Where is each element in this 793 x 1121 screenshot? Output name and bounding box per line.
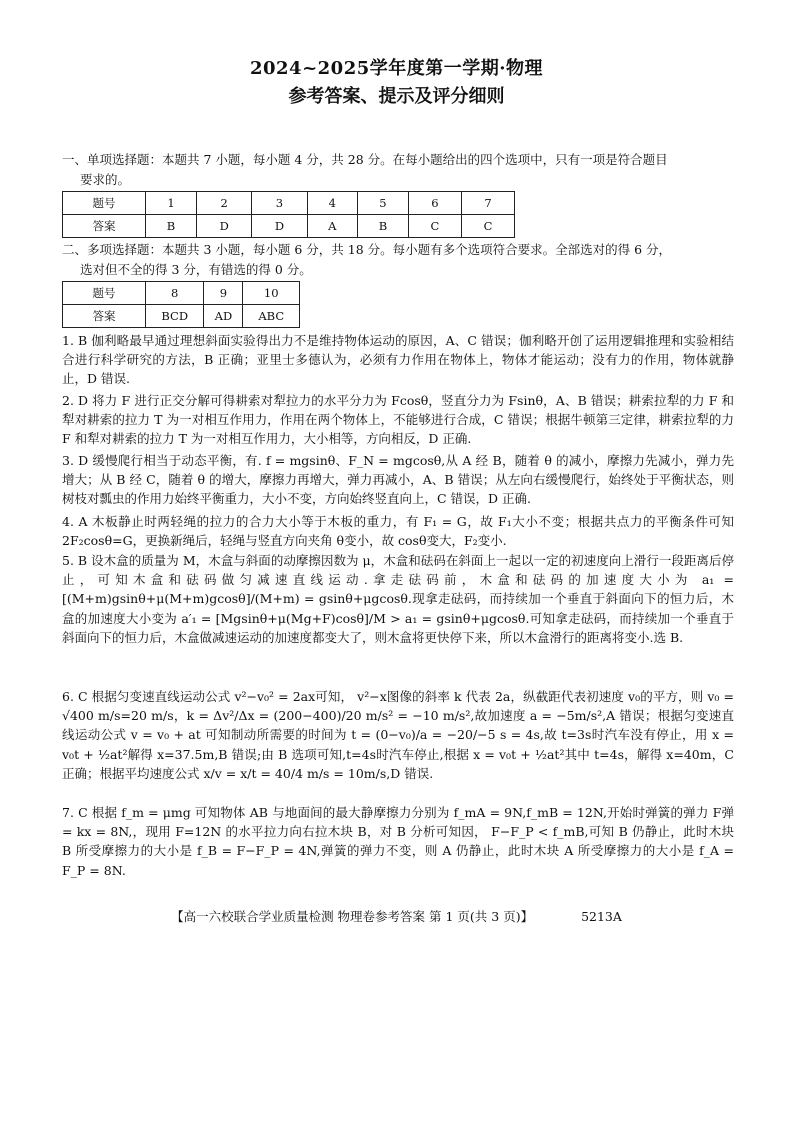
footer-text: 【高一六校联合学业质量检测 物理卷参考答案 第 1 页(共 3 页)】 <box>171 909 534 924</box>
table-cell: 7 <box>461 192 514 215</box>
table-cell: C <box>461 215 514 238</box>
multi-choice-answer-table <box>62 281 300 328</box>
table-cell: 9 <box>204 282 243 305</box>
table-cell: 10 <box>243 282 300 305</box>
explanation-q4: 4. A 木板静止时两轻绳的拉力的合力大小等于木板的重力，有 F₁ = G，故 F₁大小不变；根据共点力的平衡条件可知 2F₂cosθ=G，更换新绳后，轻绳与竖直方向夹角 θ变小，故 cosθ变大，F₂变小. <box>62 514 734 549</box>
table-row <box>63 215 515 238</box>
table-cell: A <box>307 215 357 238</box>
table-cell: 1 <box>146 192 197 215</box>
table-cell: BCD <box>146 305 204 328</box>
table-cell: AD <box>204 305 243 328</box>
table-cell: 6 <box>408 192 461 215</box>
page-subtitle: 参考答案、提示及评分细则 <box>288 86 505 107</box>
table-cell: 题号 <box>63 282 146 305</box>
table-cell: 答案 <box>63 305 146 328</box>
section1-heading-cont: 要求的。 <box>80 172 131 187</box>
explanation-q3: 3. D 缓慢爬行相当于动态平衡，有. f = mgsinθ、F_N = mgcosθ,从 A 经 B，随着 θ 的减小，摩擦力先减小，弹力先增大；从 B 经 C，随着 θ 的增大，摩擦力再增大，弹力再减小，A、B 错误；从左向右缓慢爬行，始终处于平衡状态，则树枝对瓢虫的作用力始终平衡重力，大小不变，方向始终竖直向上，C 错误，D 正确. <box>62 453 734 507</box>
table-cell: D <box>197 215 252 238</box>
table-row <box>63 192 515 215</box>
section2-heading-cont: 选对但不全的得 3 分，有错选的得 0 分。 <box>80 262 312 277</box>
table-cell: 2 <box>197 192 252 215</box>
section2-heading: 二、多项选择题：本题共 3 小题，每小题 6 分，共 18 分。每小题有多个选项符合要求。全部选对的得 6 分， <box>62 242 672 257</box>
section1-heading: 一、单项选择题：本题共 7 小题，每小题 4 分，共 28 分。在每小题给出的四个选项中，只有一项是符合题目 <box>62 152 668 167</box>
table-cell: 4 <box>307 192 357 215</box>
table-row <box>63 305 300 328</box>
page-footer <box>0 907 793 925</box>
table-cell: 5 <box>357 192 408 215</box>
document-code: 5213A <box>581 909 622 924</box>
table-cell: B <box>146 215 197 238</box>
table-cell: D <box>252 215 307 238</box>
explanation-q1: 1. B 伽利略最早通过理想斜面实验得出力不是维持物体运动的原因，A、C 错误；伽利略开创了运用逻辑推理和实验相结合进行科学研究的方法，B 正确；亚里士多德认为，必须有力作用在物体上，物体才能运动；没有力的作用，物体就静止，D 错误. <box>62 333 734 387</box>
explanation-q7: 7. C 根据 f_m = μmg 可知物体 AB 与地面间的最大静摩擦力分别为 f_mA = 9N,f_mB = 12N,开始时弹簧的弹力 F弹 = kx = 8N,，现用 F=12N 的水平拉力向右拉木块 B，对 B 分析可知因， F−F_P < f_mB,可知 B 仍静止，此时木块 B 所受摩擦力的大小是 f_B = F−F_P = 4N,弹簧的弹力不变，则 A 仍静止，此时木块 A 所受摩擦力的大小是 f_A = F_P = 8N. <box>62 805 734 878</box>
table-cell: 8 <box>146 282 204 305</box>
table-cell: C <box>408 215 461 238</box>
table-cell: ABC <box>243 305 300 328</box>
table-cell: 答案 <box>63 215 146 238</box>
table-row <box>63 282 300 305</box>
explanation-q5: 5. B 设木盒的质量为 M，木盒与斜面的动摩擦因数为 μ，木盒和砝码在斜面上一起以一定的初速度向上滑行一段距离后停止，可知木盒和砝码做匀减速直线运动.拿走砝码前，木盒和砝码的加速度大小为 a₁ = [(M+m)gsinθ+μ(M+m)gcosθ]/(M+m) = gsinθ+μgcosθ.现拿走砝码，而持续加一个垂直于斜面向下的恒力后，木盒的加速度大小变为 a′₁ = [Mgsinθ+μ(Mg+F)cosθ]/M > a₁ = gsinθ+μgcosθ.可知拿走砝码，而持续加一个垂直于斜面向下的恒力后，木盒做减速运动的加速度都变大了，则木盒将更快停下来，所以木盒滑行的距离将变小.选 B. <box>62 553 734 645</box>
explanation-q6: 6. C 根据匀变速直线运动公式 v²−v₀² = 2ax可知， v²−x图像的斜率 k 代表 2a，纵截距代表初速度 v₀的平方，则 v₀ = √400 m/s=20 m/s，k = Δv²/Δx = (200−400)/20 m/s² = −10 m/s²,故加速度 a = −5m/s²,A 错误；根据匀变速直线运动公式 v = v₀ + at 可知制动所需要的时间为 t = (0−v₀)/a = −20/−5 s = 4s,故 t=3s时汽车没有停止，用 x = v₀t + ½at²解得 x=37.5m,B 错误;由 B 选项可知,t=4s时汽车停止,根据 x = v₀t + ½at²其中 t=4s，解得 x=40m，C 正确；根据平均速度公式 x/v = x/t = 40/4 m/s = 10m/s,D 错误. <box>62 689 734 781</box>
table-cell: B <box>357 215 408 238</box>
single-choice-answer-table <box>62 191 515 238</box>
page-title: 2024~2025学年度第一学期·物理 <box>249 58 544 79</box>
table-cell: 3 <box>252 192 307 215</box>
explanation-q2: 2. D 将力 F 进行正交分解可得耕索对犁拉力的水平分力为 Fcosθ，竖直分力为 Fsinθ，A、B 错误；耕索拉犁的力 F 和犁对耕索的拉力 T 为一对相互作用力，作用在两个物体上，不能够进行合成，C 错误；根据牛顿第三定律，耕索拉犁的力 F 和犁对耕索的拉力 T 为一对相互作用力，大小相等，方向相反，D 正确. <box>62 393 734 447</box>
table-cell: 题号 <box>63 192 146 215</box>
